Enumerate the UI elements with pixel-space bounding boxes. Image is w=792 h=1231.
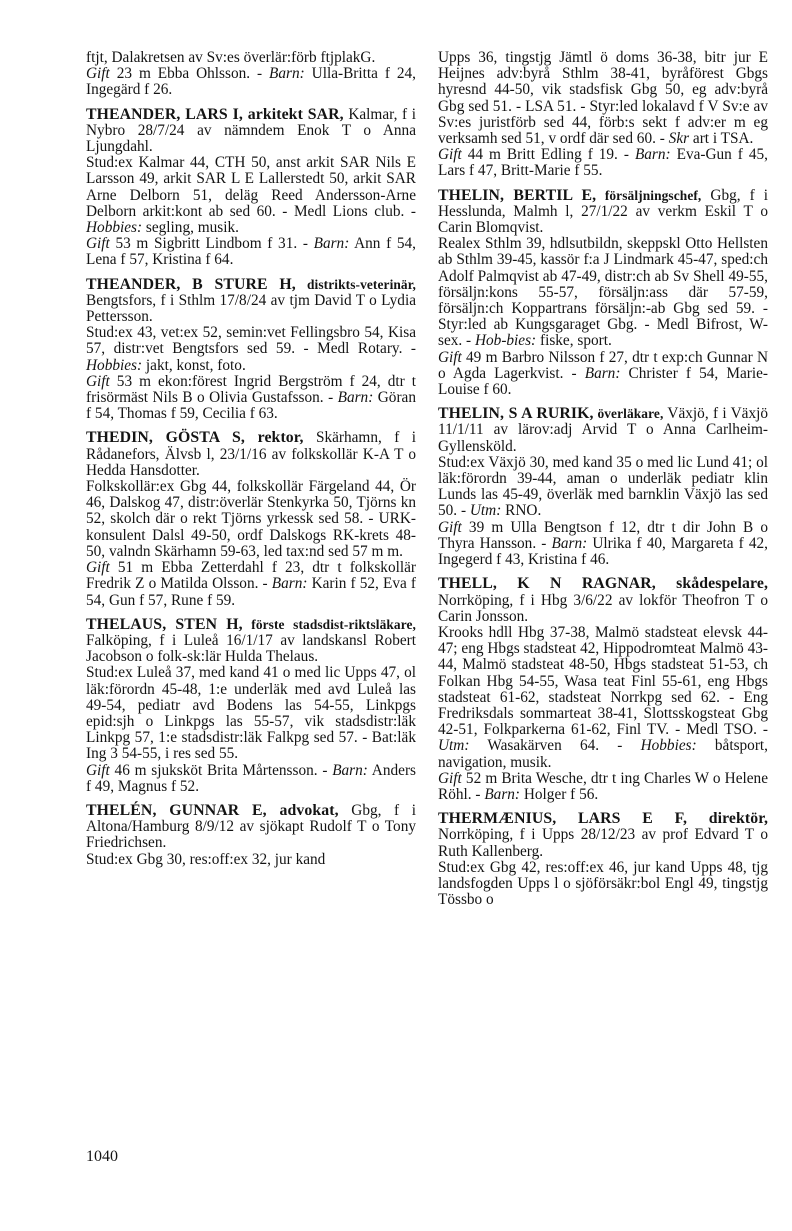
- skr-text: art i TSA.: [689, 130, 754, 148]
- hobbies-text: båtsport, navigation, musik.: [438, 737, 768, 771]
- hobbies-label: Hob-bies:: [474, 332, 537, 350]
- entry-name: THELIN, BERTIL E,: [438, 186, 597, 204]
- entry-name: THELIN, S A RURIK,: [438, 405, 594, 423]
- hobbies-text: jakt, konst, foto.: [142, 356, 246, 374]
- entry-career: Stud:ex Gbg 30, res:off:ex 32, jur kand: [86, 850, 326, 868]
- entry-title: överläkare,: [593, 406, 664, 422]
- barn-text: Göran f 54, Thomas f 59, Cecilia f 63.: [86, 389, 416, 423]
- entry-name: THELÉN, GUNNAR E, advokat,: [86, 801, 339, 819]
- entry-career: Krooks hdll Hbg 37-38, Malmö stadsteat elevsk 44-47; eng Hbgs stadsteat 42, Hippodromteat Malmö 43-44, Malmö stadsteat 48-50, Hbgs stadsteat 51-53, ch Folkan Hbg 54-55, Wasa teat Finl 55-61, eng Hbgs stadsteat 61-62, stadsteat Norrkpg sed 62. - Eng Fredriksdals sommarteat 38-41, Slottsskogsteat Gbg 42-51, Folkparkerna 61-62, Finl TV. - Medl TSO. -: [438, 623, 768, 739]
- hobbies-label: Hobbies:: [86, 219, 143, 237]
- gift-text: 49 m Barbro Nilsson f 27, dtr t exp:ch Gunnar N o Agda Lagerkvist. -: [438, 348, 768, 382]
- entry-thell-ragnar: [438, 576, 768, 803]
- entry-title: försäljningschef,: [596, 187, 702, 203]
- entry-career: Stud:ex 43, vet:ex 52, semin:vet Fellingsbro 54, Kisa 57, distr:vet Bengtsfors sed 59. - Medl Rotary. -: [86, 324, 416, 358]
- barn-label: Barn:: [313, 235, 350, 253]
- entry-intro: Kalmar, f i Nybro 28/7/24 av nämndem Enok T o Anna Ljungdahl.: [86, 105, 417, 156]
- barn-label: Barn:: [337, 389, 374, 407]
- gift-label: Gift: [86, 761, 110, 779]
- hobbies-text: fiske, sport.: [536, 332, 612, 350]
- gift-text: 39 m Ulla Bengtson f 12, dtr t dir John B o Thyra Hansson. -: [438, 518, 768, 552]
- gift-text: 52 m Brita Wesche, dtr t ing Charles W o Helene Röhl. -: [438, 769, 768, 803]
- barn-label: Barn:: [551, 534, 588, 552]
- entry-intro: Gbg, f i Altona/Hamburg 8/9/12 av sjökapt Rudolf T o Tony Friedrichsen.: [86, 801, 416, 852]
- entry-name: THELAUS, STEN H,: [86, 615, 243, 633]
- barn-label: Barn:: [584, 364, 621, 382]
- gift-label: Gift: [86, 235, 110, 253]
- continuation-text: Upps 36, tingstjg Jämtl ö doms 36-38, bitr jur E Heijnes adv:byrå Sthlm 38-41, byråförest Gbgs hyresnd 44-50, vik stadsfisk Gbg 50, eg adv:byrå Gbg sed 51. - LSA 51. - Styr:led lokalavd f V Sv:e av Sv:es juristförb sed 44, förb:s sekt f adv:er m eg verksamh sed 51, v ordf där sed 60. -: [438, 49, 768, 148]
- gift-label: Gift: [438, 518, 462, 536]
- entry-name: THEANDER, B STURE H,: [86, 275, 296, 293]
- entry-thelin-bertil: [438, 188, 768, 399]
- entry-thelen-gunnar: [86, 803, 416, 868]
- barn-label: Barn:: [271, 575, 308, 593]
- entry-intro: Skärhamn, f i Rådanefors, Älvsb l, 23/1/16 av folkskollär K-A T o Hedda Hansdotter.: [86, 429, 416, 479]
- entry-name: THEANDER, LARS I, arkitekt SAR,: [86, 105, 344, 123]
- entry-intro: Norrköping, f i Hbg 3/6/22 av lokför Theofron T o Carin Jonsson.: [438, 591, 768, 625]
- page-number: 1040: [86, 1148, 118, 1165]
- entry-career: Stud:ex Växjö 30, med kand 35 o med lic Lund 41; ol läk:förordn 39-44, aman o underläk pediatr klin Lunds las 45-49, överläk med barnklin Växjö las sed 50. -: [438, 453, 768, 520]
- entry-career: Stud:ex Kalmar 44, CTH 50, anst arkit SAR Nils E Larsson 49, arkit SAR L E Lallerstedt 50, arkit SAR Arne Delborn 51, deläg Reed Andersson-Arne Delborn arkit:kont ab sed 60. - Medl Lions club. -: [86, 154, 416, 220]
- entry-career: Realex Sthlm 39, hdlsutbildn, skeppskl Otto Hellsten ab Sthlm 39-45, kassör f:a J Lindmark 45-47, sped:ch Adolf Palmqvist ab 47-49, distr:ch ab Sv Shell 49-55, försäljn:kons 55-57, försäljn:ass där 57-59, försäljn:ch Koppartrans försäljn:-ab Gbg sed 59. - Styr:led ab Kungsgaraget Gbg. - Medl Bifrost, W-sex. -: [438, 235, 768, 350]
- barn-text: Holger f 56.: [520, 785, 599, 803]
- hobbies-text: segling, musik.: [142, 219, 239, 237]
- right-column: [438, 50, 768, 916]
- gift-label: Gift: [438, 769, 462, 787]
- entry-intro: Falköping, f i Luleå 16/1/17 av landskansl Robert Jacobson o folk-sk:lär Hulda Thelaus.: [86, 631, 416, 666]
- entry-title: distrikts-veterinär,: [295, 276, 416, 292]
- entry-career: Folkskollär:ex Gbg 44, folkskollär Färgeland 44, Ör 46, Dalskog 47, distr:överlär Stenkyrka 50, Tjörns kn 52, skolch där o rekt Tjörns yrkessk sed 58. - URK-konsulent Dalsl 49-50, ordf Dalskogs RK-krets 48-50, valndn Skärhamn 59-63, led tax:nd sed 57 m m.: [86, 478, 416, 560]
- gift-label: Gift: [86, 65, 110, 83]
- barn-text: Ulla-Britta f 24, Ingegärd f 26.: [86, 65, 416, 99]
- entry-intro: Bengtsfors, f i Sthlm 17/8/24 av tjm David T o Lydia Pettersson.: [86, 291, 416, 326]
- left-column: [86, 50, 416, 876]
- entry-career: Stud:ex Gbg 42, res:off:ex 46, jur kand Upps 48, tjg landsfogden Upps l o sjöförsäkr:bol Engl 49, tingstjg Tössbo o: [438, 858, 768, 909]
- barn-text: Karin f 52, Eva f 54, Gun f 57, Rune f 59.: [86, 575, 417, 609]
- barn-text: Christer f 54, Marie-Louise f 60.: [438, 364, 768, 399]
- entry-thelaus-sten: [86, 617, 416, 795]
- entry-theander-lars: [86, 107, 416, 269]
- gift-text: 44 m Britt Edling f 19. -: [461, 146, 635, 164]
- continuation-entry: [438, 50, 768, 180]
- barn-label: Barn:: [269, 65, 305, 83]
- continuation-text: ftjt, Dalakretsen av Sv:es överlär:förb ftjplakG.: [86, 49, 376, 66]
- barn-label: Barn:: [332, 761, 368, 779]
- entry-intro: Norrköping, f i Upps 28/12/23 av prof Edvard T o Ruth Kallenberg.: [438, 826, 768, 860]
- utm-text: Wasakärven 64. -: [469, 737, 641, 755]
- entry-career: Stud:ex Luleå 37, med kand 41 o med lic Upps 47, ol läk:förordn 45-48, 1:e underläk med avd Luleå las 49-54, pediatr avd Bodens las 54-55, Linkpgs epid:sjh o Linkpgs las 55-57, vik stadsdistr:läk Linkpg 57, 1:e stadsdistr:läk Falkpg sed 57. - Bat:läk Ing 3 54-55, i res sed 55.: [86, 664, 416, 763]
- entry-title: förste stadsdist-riktsläkare,: [242, 616, 417, 632]
- entry-intro: Växjö, f i Växjö 11/1/11 av lärov:adj Arvid T o Anna Carlheim-Gyllensköld.: [438, 405, 768, 455]
- continuation-entry: [86, 50, 416, 99]
- gift-label: Gift: [438, 146, 462, 164]
- entry-name: THELL, K N RAGNAR, skådespelare,: [438, 575, 768, 593]
- entry-thermaenius-lars: [438, 811, 768, 908]
- gift-label: Gift: [438, 348, 462, 366]
- gift-text: 51 m Ebba Zetterdahl f 23, dtr t folkskollär Fredrik Z o Matilda Olsson. -: [86, 559, 416, 593]
- entry-thelin-rurik: [438, 406, 768, 568]
- entry-name: THERMÆNIUS, LARS E F, direktör,: [438, 810, 768, 828]
- gift-text: 23 m Ebba Ohlsson. -: [109, 65, 270, 83]
- barn-text: Eva-Gun f 45, Lars f 47, Britt-Marie f 55.: [438, 146, 768, 180]
- utm-label: Utm:: [469, 502, 502, 520]
- gift-label: Gift: [86, 372, 110, 390]
- utm-label: Utm:: [438, 737, 470, 755]
- gift-text: 53 m Sigbritt Lindbom f 31. -: [109, 235, 314, 253]
- barn-label: Barn:: [634, 146, 671, 164]
- entry-theander-sture: [86, 277, 416, 423]
- hobbies-label: Hobbies:: [640, 737, 697, 755]
- gift-label: Gift: [86, 559, 110, 577]
- utm-text: RNO.: [501, 502, 542, 520]
- barn-text: Ulrika f 40, Margareta f 42, Ingegerd f 43, Kristina f 46.: [438, 534, 768, 569]
- barn-text: Anders f 49, Magnus f 52.: [86, 761, 416, 795]
- entry-name: THEDIN, GÖSTA S, rektor,: [86, 429, 304, 447]
- barn-label: Barn:: [484, 785, 521, 803]
- entry-thedin-gosta: [86, 430, 416, 608]
- gift-text: 53 m ekon:förest Ingrid Bergström f 24, dtr t frisörmäst Nils B o Olivia Gustafsson. -: [86, 372, 416, 407]
- entry-intro: Gbg, f i Hesslunda, Malmh l, 27/1/22 av verkm Eskil T o Carin Blomqvist.: [438, 186, 768, 237]
- hobbies-label: Hobbies:: [86, 356, 143, 374]
- gift-text: 46 m sjuksköt Brita Mårtensson. -: [109, 761, 333, 779]
- skr-label: Skr: [668, 130, 690, 148]
- barn-text: Ann f 54, Lena f 57, Kristina f 64.: [86, 235, 416, 269]
